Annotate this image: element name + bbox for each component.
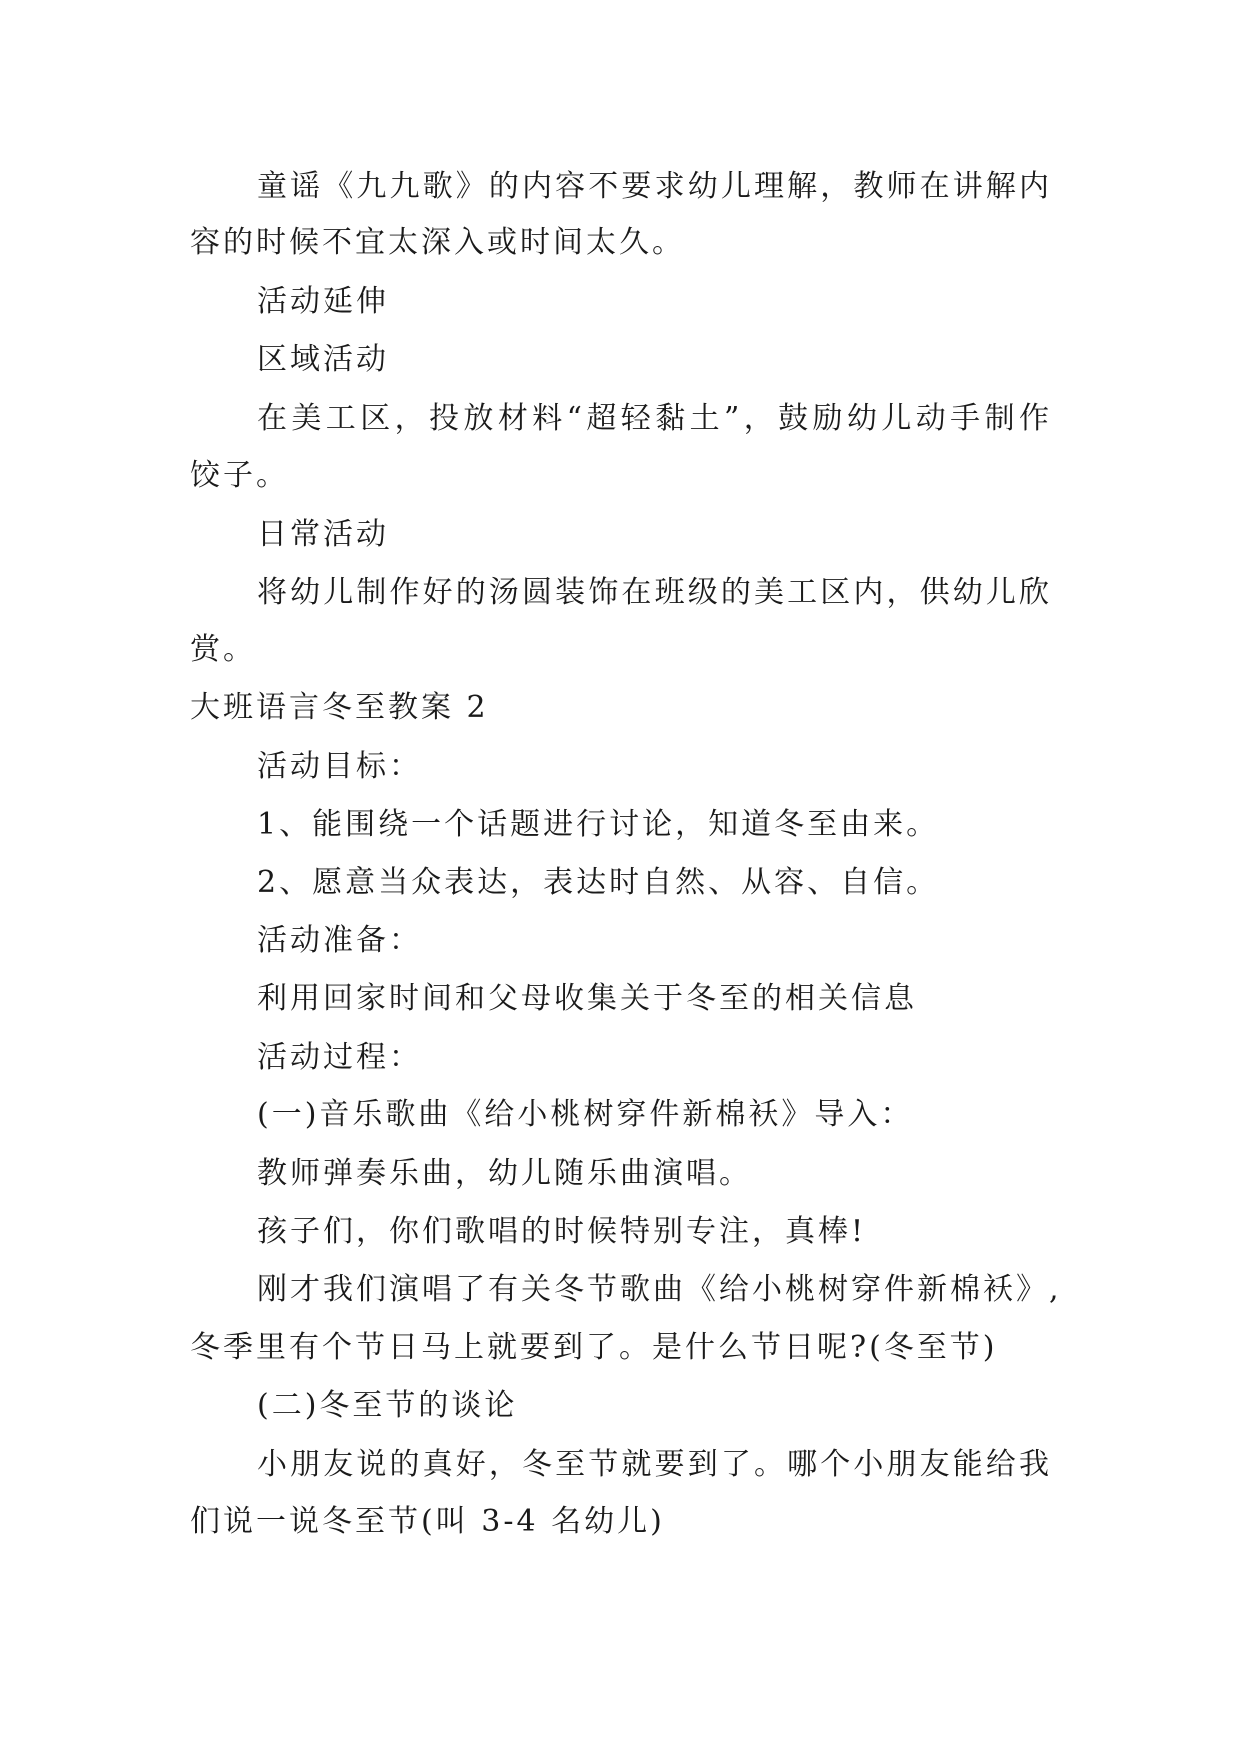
paragraph-line: 刚才我们演唱了有关冬节歌曲《给小桃树穿件新棉袄》, (257, 1272, 1062, 1307)
paragraph-line: 小朋友说的真好，冬至节就要到了。哪个小朋友能给我 (257, 1447, 1052, 1482)
subsection-heading: 区域活动 (257, 342, 389, 377)
paragraph-line: 在美工区，投放材料“超轻黏土”，鼓励幼儿动手制作 (257, 401, 1052, 436)
paragraph-line: 将幼儿制作好的汤圆装饰在班级的美工区内，供幼儿欣 (257, 575, 1052, 610)
paragraph-line: 们说一说冬至节(叫 3-4 名幼儿) (190, 1504, 665, 1539)
paragraph-line: 利用回家时间和父母收集关于冬至的相关信息 (257, 981, 917, 1016)
paragraph-line: 教师弹奏乐曲，幼儿随乐曲演唱。 (257, 1156, 752, 1191)
list-item: 2、愿意当众表达，表达时自然、从容、自信。 (257, 865, 940, 900)
list-item: 1、能围绕一个话题进行讨论，知道冬至由来。 (257, 807, 940, 842)
paragraph-line: 容的时候不宜太深入或时间太久。 (190, 225, 685, 260)
section-heading: 活动目标： (257, 749, 422, 784)
paragraph-line: 冬季里有个节日马上就要到了。是什么节日呢?(冬至节) (190, 1330, 998, 1365)
section-heading: 活动过程： (257, 1040, 422, 1075)
paragraph-line: 赏。 (190, 632, 256, 667)
paragraph-line: 饺子。 (190, 458, 289, 493)
paragraph-line: 孩子们，你们歌唱的时候特别专注，真棒! (257, 1214, 867, 1249)
section-heading: 活动延伸 (257, 284, 389, 319)
paragraph-line: 童谣《九九歌》的内容不要求幼儿理解，教师在讲解内 (257, 169, 1052, 204)
section-heading: 活动准备： (257, 923, 422, 958)
subsection-heading: (二)冬至节的谈论 (257, 1388, 518, 1423)
subsection-heading: (一)音乐歌曲《给小桃树穿件新棉袄》导入： (257, 1097, 914, 1132)
document-title: 大班语言冬至教案 2 (190, 690, 489, 725)
subsection-heading: 日常活动 (257, 517, 389, 552)
